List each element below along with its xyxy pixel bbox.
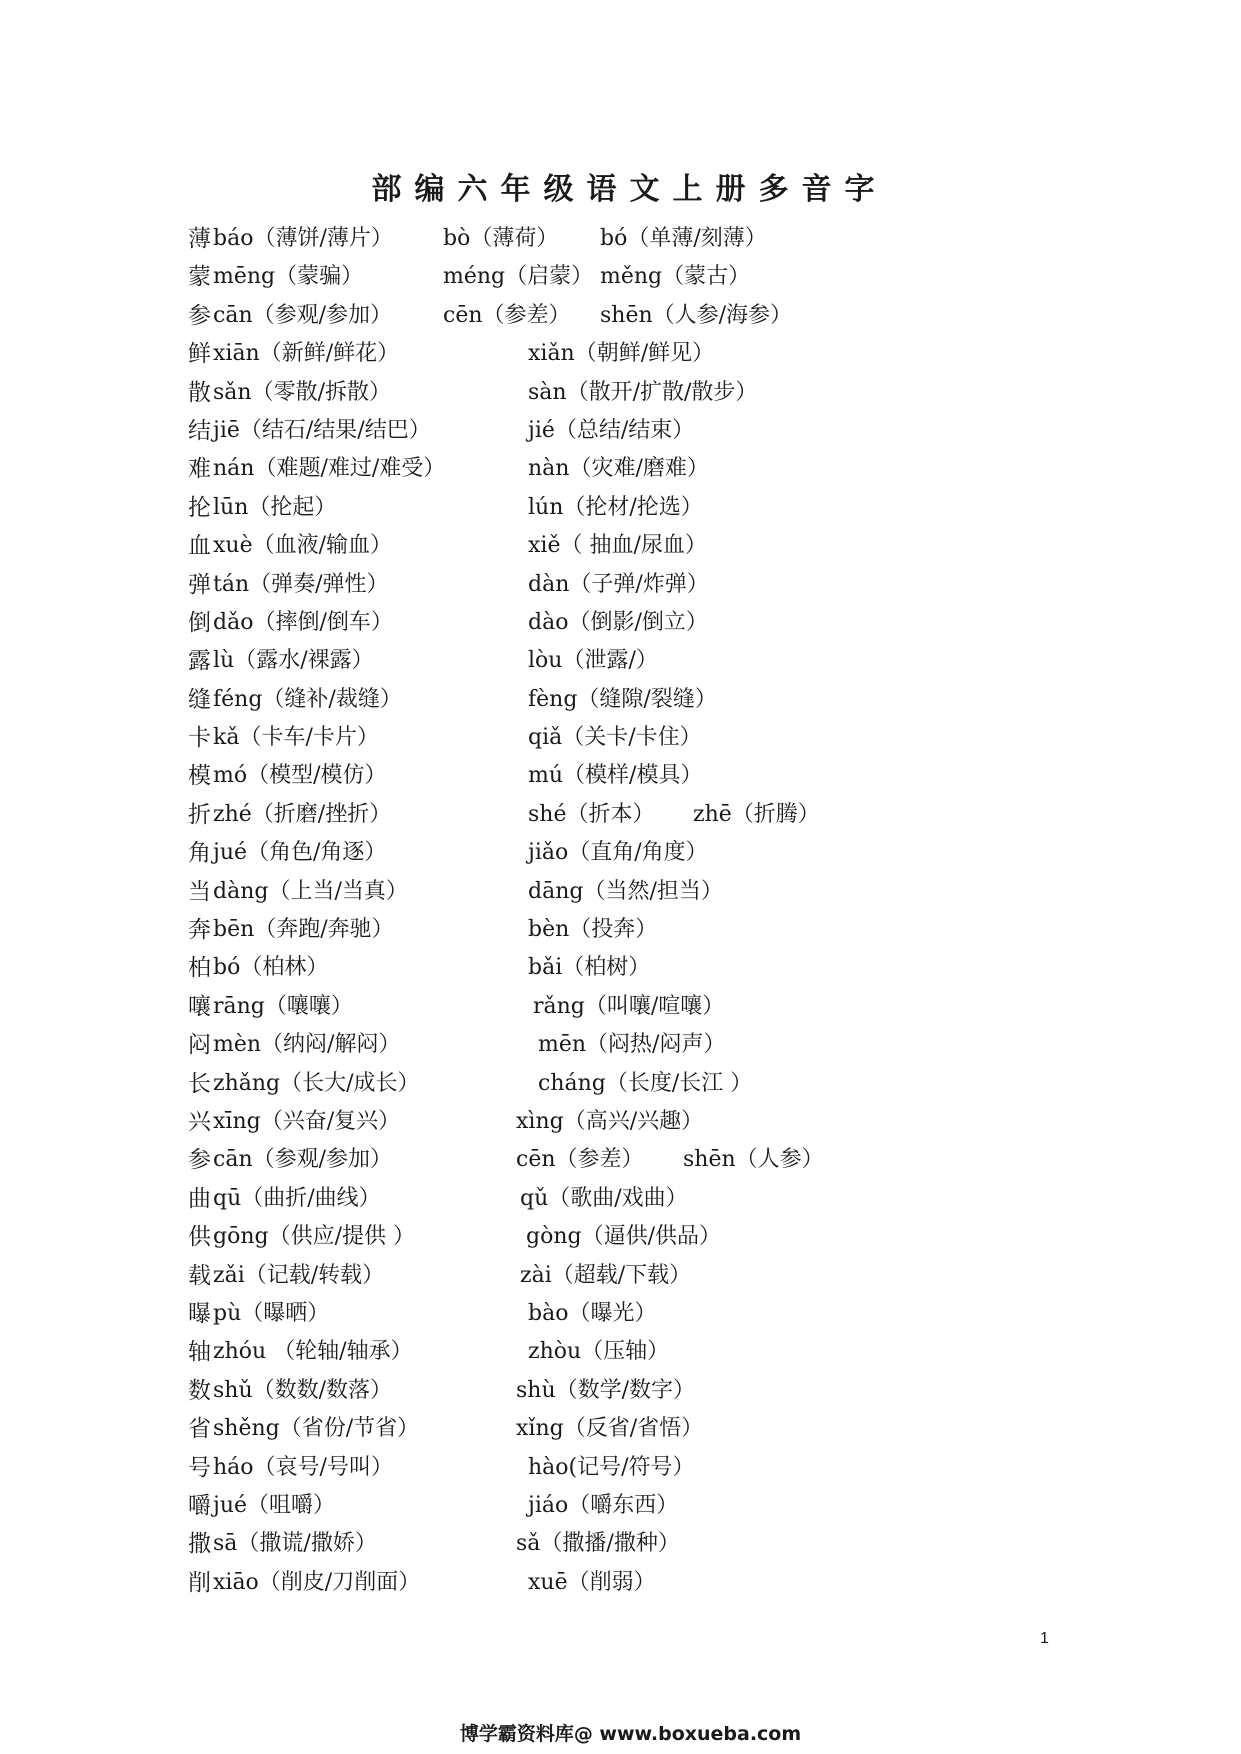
polyphone-row [188, 873, 1138, 911]
pronunciation-entry: gōng（供应/提供 ） [213, 1224, 415, 1250]
pronunciation-entry: cān（参观/参加） [213, 302, 393, 328]
pronunciation-entry: báo（薄饼/薄片） [213, 226, 393, 251]
polyphone-row [188, 1103, 1138, 1141]
polyphone-character: 薄 [188, 226, 211, 252]
polyphone-row [188, 1410, 1138, 1448]
polyphone-character: 参 [188, 302, 211, 329]
polyphone-character: 鲜 [188, 341, 211, 368]
polyphone-row [188, 1525, 1138, 1563]
pronunciation-entry: lún（抡材/抡选） [528, 494, 703, 520]
pronunciation-entry: fèng（缝隙/裂缝） [528, 686, 717, 712]
pronunciation-entry: kǎ（卡车/卡片） [213, 725, 379, 751]
pronunciation-entry: xǐng（反省/省悟） [516, 1416, 704, 1442]
pronunciation-entry: lù（露水/裸露） [213, 648, 374, 674]
polyphone-row [188, 1218, 1138, 1256]
pronunciation-entry: qǔ（歌曲/戏曲） [520, 1185, 688, 1211]
polyphone-character: 曲 [188, 1185, 211, 1212]
polyphone-row [188, 1487, 1138, 1525]
polyphone-row [188, 489, 1138, 527]
pronunciation-entry: dāng（当然/担当） [528, 878, 723, 904]
pronunciation-entry: shēn（人参） [683, 1147, 824, 1173]
pronunciation-entry: bào（曝光） [528, 1300, 657, 1326]
polyphone-row [188, 1141, 1138, 1179]
polyphone-row [188, 1372, 1138, 1410]
polyphone-row [188, 988, 1138, 1026]
polyphone-character: 卡 [188, 725, 211, 752]
pronunciation-entry: xuè（血液/输血） [213, 533, 393, 559]
polyphone-row [188, 1564, 1138, 1602]
polyphone-character: 结 [188, 417, 211, 444]
pronunciation-entry: zhē（折腾） [693, 801, 820, 827]
polyphone-character: 参 [188, 1147, 211, 1174]
polyphone-character: 数 [188, 1377, 211, 1404]
pronunciation-entry: cān（参观/参加） [213, 1147, 393, 1173]
polyphone-row [188, 681, 1138, 719]
pronunciation-entry: mēng（蒙骗） [213, 264, 364, 290]
pronunciation-entry: nán（难题/难过/难受） [213, 456, 446, 482]
polyphone-character: 抡 [188, 494, 211, 521]
pronunciation-entry: jué（角色/角逐） [213, 840, 387, 866]
pronunciation-entry: cháng（长度/长江 ） [538, 1070, 753, 1096]
pronunciation-entry: sàn（散开/扩散/散步） [528, 379, 758, 405]
pronunciation-entry: zhǎng（长大/成长） [213, 1070, 420, 1096]
polyphone-character: 蒙 [188, 264, 211, 291]
polyphone-character: 撒 [188, 1531, 211, 1558]
pronunciation-entry: pù（曝晒） [213, 1300, 330, 1326]
polyphone-character: 省 [188, 1416, 211, 1443]
pronunciation-entry: zǎi（记载/转载） [213, 1262, 385, 1288]
pronunciation-entry: rāng（嚷嚷） [213, 993, 353, 1019]
polyphone-character: 散 [188, 379, 211, 406]
polyphone-character: 嚼 [188, 1492, 211, 1519]
polyphone-character: 曝 [188, 1300, 211, 1327]
polyphone-row [188, 1333, 1138, 1371]
polyphone-row [188, 1295, 1138, 1333]
polyphone-character: 奔 [188, 917, 211, 944]
polyphone-row [188, 258, 1138, 296]
pronunciation-entry: lūn（抡起） [213, 494, 337, 520]
polyphone-character: 弹 [188, 571, 211, 598]
pronunciation-entry: mēn（闷热/闷声） [538, 1032, 726, 1058]
polyphone-character: 柏 [188, 955, 211, 982]
pronunciation-entry: méng（启蒙） [443, 264, 594, 290]
pronunciation-entry: zhóu （轮轴/轴承） [213, 1339, 413, 1365]
polyphone-row [188, 949, 1138, 987]
polyphone-row [188, 566, 1138, 604]
polyphone-character: 载 [188, 1262, 211, 1289]
pronunciation-entry: shěng（省份/节省） [213, 1416, 420, 1442]
footer-watermark: 博学霸资料库@ www.boxueba.com [459, 1723, 802, 1745]
pronunciation-entry: xīng（兴奋/复兴） [213, 1108, 401, 1134]
pronunciation-entry: nàn（灾难/磨难） [528, 456, 709, 482]
pronunciation-entry: bó（柏林） [213, 955, 329, 981]
polyphone-row [188, 719, 1138, 757]
polyphone-row [188, 450, 1138, 488]
pronunciation-entry: cēn（参差） [516, 1147, 644, 1173]
pronunciation-entry: jiáo（嚼东西） [528, 1492, 679, 1518]
pronunciation-entry: mó（模型/模仿） [213, 763, 387, 789]
pronunciation-entry: bó（单薄/刻薄） [600, 226, 767, 251]
pronunciation-entry: bèn（投奔） [528, 917, 658, 943]
pronunciation-entry: bǎi（柏树） [528, 955, 651, 981]
pronunciation-entry: xiǎn（朝鲜/鲜见） [528, 341, 715, 367]
pronunciation-entry: qiǎ（关卡/卡住） [528, 725, 702, 751]
polyphone-character: 供 [188, 1224, 211, 1251]
pronunciation-entry: mú（模样/模具） [528, 763, 703, 789]
pronunciation-entry: jué（咀嚼） [213, 1492, 336, 1518]
polyphone-character: 嚷 [188, 993, 211, 1020]
polyphone-character: 缝 [188, 686, 211, 713]
polyphone-character: 难 [188, 456, 211, 483]
polyphone-row [188, 834, 1138, 872]
polyphone-character: 折 [188, 801, 211, 828]
polyphone-row [188, 1449, 1138, 1487]
polyphone-character: 轴 [188, 1339, 211, 1366]
polyphone-character: 露 [188, 648, 211, 675]
pronunciation-entry: jié（总结/结束） [528, 417, 695, 443]
polyphone-row [188, 757, 1138, 795]
pronunciation-entry: háo（哀号/号叫） [213, 1454, 393, 1480]
pronunciation-entry: bēn（奔跑/奔驰） [213, 917, 394, 943]
polyphone-row [188, 1180, 1138, 1218]
polyphone-character: 削 [188, 1569, 211, 1596]
polyphone-character: 角 [188, 840, 211, 867]
pronunciation-entry: zhòu（压轴） [528, 1339, 670, 1365]
polyphone-character: 长 [188, 1070, 211, 1097]
pronunciation-entry: xuē（削弱） [528, 1569, 656, 1595]
pronunciation-entry: shù（数学/数字） [516, 1377, 696, 1403]
pronunciation-entry: xìng（高兴/兴趣） [516, 1108, 704, 1134]
pronunciation-entry: lòu（泄露/） [528, 648, 658, 674]
polyphone-character: 倒 [188, 609, 211, 636]
pronunciation-entry: jiǎo（直角/角度） [528, 840, 708, 866]
pronunciation-entry: měng（蒙古） [600, 264, 751, 290]
pronunciation-entry: shēn（人参/海参） [600, 302, 793, 328]
pronunciation-entry: dàng（上当/当真） [213, 878, 408, 904]
polyphone-list [188, 220, 1138, 1602]
polyphone-character: 当 [188, 878, 211, 905]
polyphone-character: 闷 [188, 1032, 211, 1059]
polyphone-row [188, 335, 1138, 373]
pronunciation-entry: tán（弹奏/弹性） [213, 571, 389, 597]
polyphone-row [188, 412, 1138, 450]
pronunciation-entry: qū（曲折/曲线） [213, 1185, 381, 1211]
polyphone-row [188, 1026, 1138, 1064]
pronunciation-entry: sǎn（零散/拆散） [213, 379, 391, 405]
polyphone-row [188, 604, 1138, 642]
pronunciation-entry: cēn（参差） [443, 302, 571, 328]
pronunciation-entry: zhé（折磨/挫折） [213, 801, 392, 827]
polyphone-character: 模 [188, 763, 211, 790]
pronunciation-entry: sǎ（撒播/撒种） [516, 1531, 680, 1557]
pronunciation-entry: dàn（子弹/炸弹） [528, 571, 709, 597]
pronunciation-entry: mèn（纳闷/解闷） [213, 1032, 401, 1058]
pronunciation-entry: hào(记号/符号） [528, 1454, 695, 1480]
polyphone-row [188, 527, 1138, 565]
pronunciation-entry: zài（超载/下载） [520, 1262, 692, 1288]
polyphone-character: 血 [188, 533, 211, 560]
page-number: 1 [1040, 1630, 1049, 1647]
pronunciation-entry: rǎng（叫嚷/喧嚷） [533, 993, 725, 1019]
polyphone-row [188, 1257, 1138, 1295]
polyphone-row [188, 1065, 1138, 1103]
polyphone-row [188, 297, 1138, 335]
polyphone-row [188, 911, 1138, 949]
pronunciation-entry: xiě（ 抽血/尿血） [528, 533, 707, 559]
pronunciation-entry: sā（撒谎/撒娇） [213, 1531, 377, 1557]
polyphone-row [188, 796, 1138, 834]
pronunciation-entry: xiāo（削皮/刀削面） [213, 1569, 421, 1595]
pronunciation-entry: xiān（新鲜/鲜花） [213, 341, 400, 367]
pronunciation-entry: dǎo（摔倒/倒车） [213, 609, 393, 635]
pronunciation-entry: shǔ（数数/数落） [213, 1377, 393, 1403]
polyphone-row [188, 374, 1138, 412]
polyphone-row [188, 220, 1138, 258]
pronunciation-entry: dào（倒影/倒立） [528, 609, 708, 635]
polyphone-character: 兴 [188, 1108, 211, 1135]
pronunciation-entry: gòng（逼供/供品） [526, 1224, 721, 1250]
pronunciation-entry: shé（折本） [528, 801, 655, 827]
pronunciation-entry: féng（缝补/裁缝） [213, 686, 402, 712]
pronunciation-entry: bò（薄荷） [443, 226, 559, 251]
polyphone-row [188, 642, 1138, 680]
document-title: 部编六年级语文上册多音字 [371, 172, 888, 207]
pronunciation-entry: jiē（结石/结果/结巴） [213, 417, 431, 443]
polyphone-character: 号 [188, 1454, 211, 1481]
